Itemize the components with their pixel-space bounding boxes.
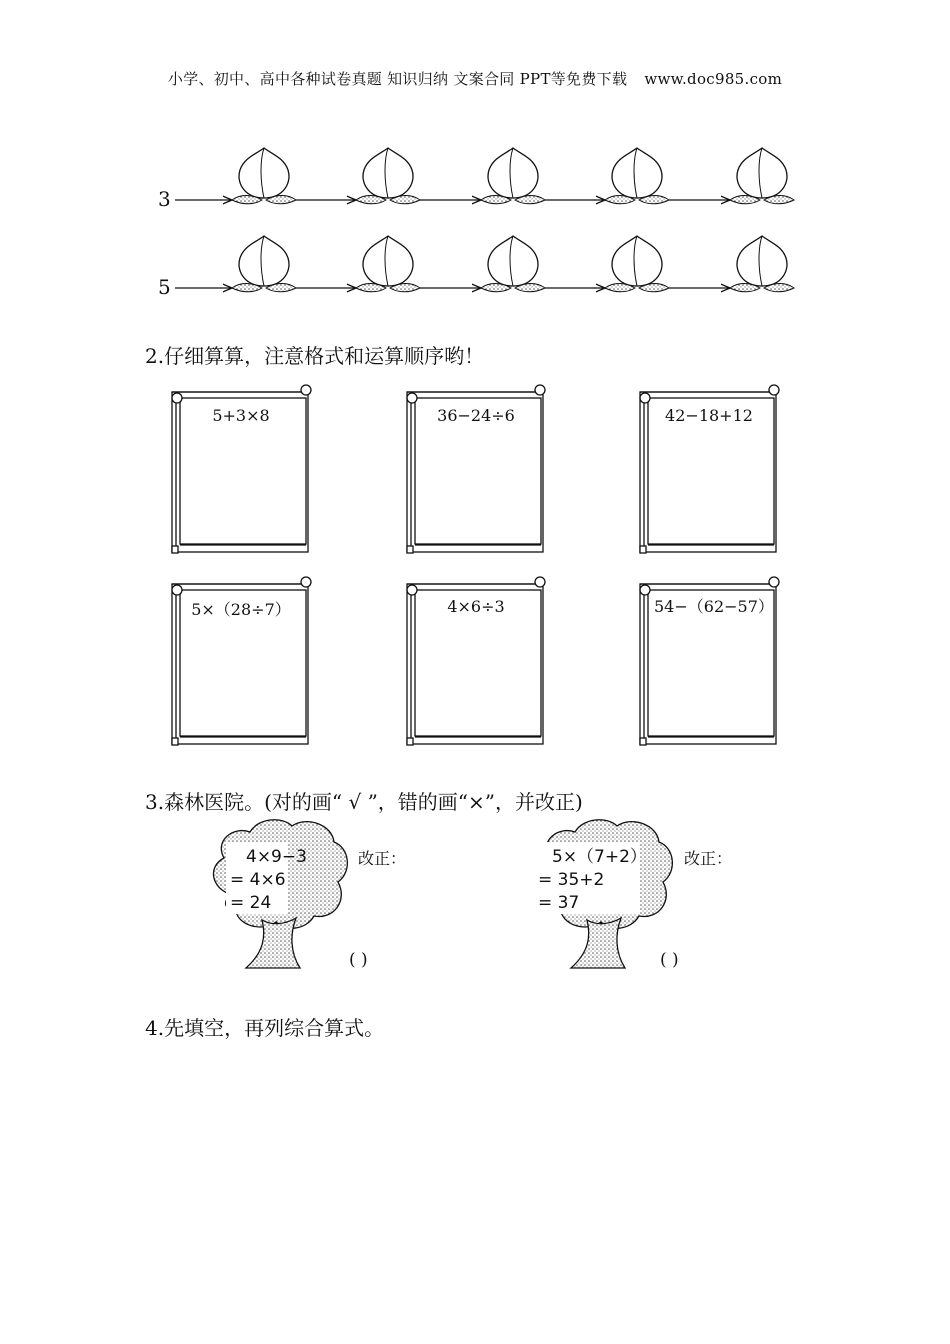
chain-start-number-2: 5	[158, 275, 171, 299]
peach-icon	[232, 148, 296, 204]
tree-2-line-3: = 37	[538, 893, 580, 913]
expression-1: 5+3×8	[212, 406, 270, 425]
header-website: www.doc985.com	[644, 70, 783, 88]
question-2-title: 2.仔细算算，注意格式和运算顺序哟！	[145, 344, 485, 368]
tree-2-correction-label: 改正：	[684, 849, 733, 868]
question-4-title: 4.先填空，再列综合算式。	[145, 1016, 385, 1040]
tree-2-answer-paren[interactable]: ( )	[660, 950, 679, 970]
peach-icon	[356, 148, 420, 204]
peach-icon	[481, 148, 545, 204]
expression-5: 4×6÷3	[447, 597, 505, 616]
tree-1-line-1: 4×9−3	[246, 847, 307, 867]
tree-1-line-3: = 24	[230, 893, 272, 913]
header-left-text: 小学、初中、高中各种试卷真题 知识归纳 文案合同 PPT等免费下载	[167, 70, 628, 88]
tree-2-line-2: = 35+2	[538, 870, 605, 890]
question-3-title: 3.森林医院。(对的画“ √ ”，错的画“×”，并改正)	[145, 790, 583, 814]
peach-icon	[605, 148, 669, 204]
tree-1-answer-paren[interactable]: ( )	[349, 950, 368, 970]
answer-scrolls	[172, 385, 779, 745]
peach-icon	[232, 236, 296, 292]
expression-3: 42−18+12	[665, 406, 753, 425]
tree-1-correction-label: 改正：	[358, 849, 407, 868]
peach-icon	[605, 236, 669, 292]
chain-row-1	[175, 148, 794, 204]
peach-icon	[730, 148, 794, 204]
chain-row-2	[175, 236, 794, 292]
peach-icon	[356, 236, 420, 292]
tree-2-line-1: 5×（7+2）	[552, 847, 647, 867]
peach-icon	[730, 236, 794, 292]
peach-icon	[481, 236, 545, 292]
tree-1-line-2: = 4×6	[230, 870, 286, 890]
expression-4: 5×（28÷7）	[191, 600, 291, 619]
expression-2: 36−24÷6	[437, 406, 515, 425]
expression-6: 54−（62−57）	[654, 597, 774, 616]
chain-start-number-1: 3	[158, 187, 171, 211]
